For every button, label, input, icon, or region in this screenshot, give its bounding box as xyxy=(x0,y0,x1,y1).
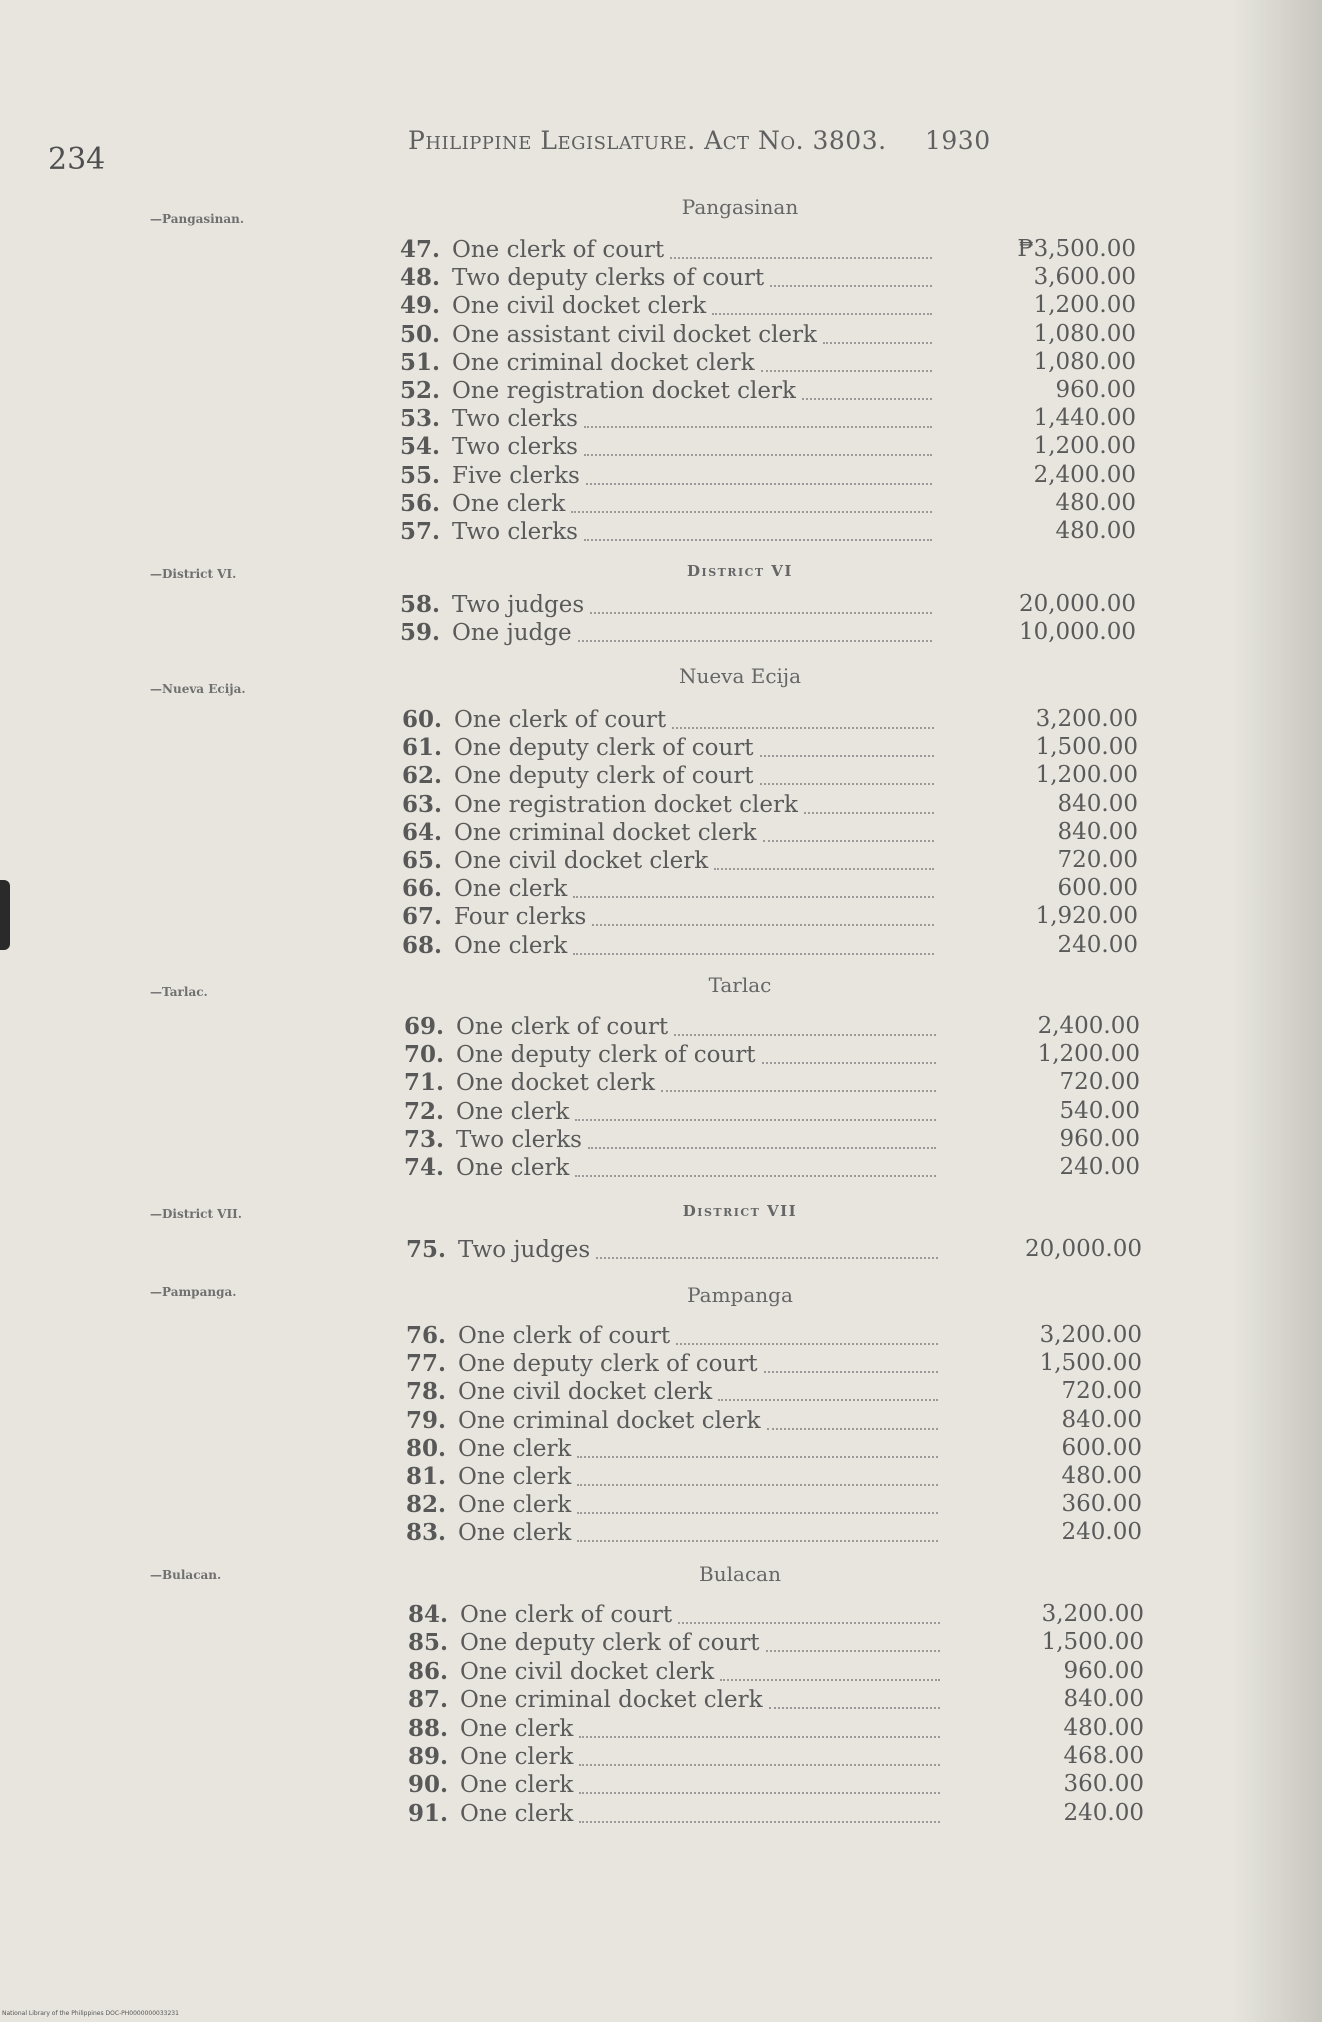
item-number: 48. xyxy=(400,264,441,291)
dot-leader xyxy=(579,1821,940,1823)
item-description: One civil docket clerk xyxy=(452,293,707,319)
item-amount: 960.00 xyxy=(1055,377,1136,403)
item-amount: 540.00 xyxy=(1059,1098,1140,1124)
line-item xyxy=(400,462,938,490)
item-amount: 1,200.00 xyxy=(1033,292,1136,318)
item-description: One clerk xyxy=(456,1099,570,1125)
item-description: One deputy clerk of court xyxy=(456,1042,756,1068)
item-number: 52. xyxy=(400,377,441,404)
item-description: One criminal docket clerk xyxy=(458,1408,761,1434)
province-heading: Nueva Ecija xyxy=(678,664,802,688)
item-number: 91. xyxy=(408,1800,449,1827)
item-number: 57. xyxy=(400,518,441,545)
item-description: One docket clerk xyxy=(456,1070,655,1096)
dot-leader xyxy=(573,896,934,898)
item-amount: 3,600.00 xyxy=(1033,264,1136,290)
line-item xyxy=(400,292,938,320)
item-description: One civil docket clerk xyxy=(460,1659,715,1685)
dot-leader xyxy=(577,1540,938,1542)
running-head-act: Act No. 3803. xyxy=(704,126,887,155)
item-number: 88. xyxy=(408,1715,449,1742)
item-amount: 2,400.00 xyxy=(1037,1013,1140,1039)
line-item xyxy=(404,1041,942,1069)
dot-leader xyxy=(670,257,932,259)
item-amount: 840.00 xyxy=(1061,1407,1142,1433)
item-number: 65. xyxy=(402,847,443,874)
dot-leader xyxy=(586,483,932,485)
item-number: 63. xyxy=(402,791,443,818)
item-amount: 1,920.00 xyxy=(1035,903,1138,929)
item-description: One deputy clerk of court xyxy=(460,1630,760,1656)
dot-leader xyxy=(588,1147,936,1149)
dot-leader xyxy=(575,1119,936,1121)
page-shadow xyxy=(1232,0,1322,2022)
item-description: One clerk xyxy=(460,1716,574,1742)
dot-leader xyxy=(577,1456,938,1458)
dot-leader xyxy=(584,454,932,456)
dot-leader xyxy=(763,840,934,842)
item-description: Two deputy clerks of court xyxy=(452,265,765,291)
item-number: 77. xyxy=(406,1350,447,1377)
line-item xyxy=(400,377,938,405)
line-item xyxy=(404,1069,942,1097)
dot-leader xyxy=(590,612,932,614)
line-item xyxy=(402,847,940,875)
item-amount: 480.00 xyxy=(1063,1715,1144,1741)
item-number: 83. xyxy=(406,1519,447,1546)
dot-leader xyxy=(592,924,934,926)
dot-leader xyxy=(762,1062,936,1064)
item-description: One clerk of court xyxy=(456,1014,669,1040)
item-amount: 720.00 xyxy=(1061,1378,1142,1404)
dot-leader xyxy=(760,755,934,757)
item-description: One clerk xyxy=(460,1772,574,1798)
item-description: One clerk xyxy=(458,1464,572,1490)
margin-note: —Pampanga. xyxy=(150,1285,237,1299)
line-item xyxy=(400,591,938,619)
item-amount: 480.00 xyxy=(1061,1463,1142,1489)
item-description: One clerk xyxy=(454,876,568,902)
item-description: One clerk of court xyxy=(454,707,667,733)
page-number: 234 xyxy=(48,142,106,177)
running-head-title: Philippine Legislature. xyxy=(408,126,696,155)
item-number: 50. xyxy=(400,321,441,348)
item-number: 60. xyxy=(402,706,443,733)
item-description: Two judges xyxy=(452,592,585,618)
dot-leader xyxy=(676,1343,938,1345)
line-item xyxy=(402,734,940,762)
line-item xyxy=(408,1629,946,1657)
dot-leader xyxy=(714,868,934,870)
line-item xyxy=(406,1519,944,1547)
line-item xyxy=(406,1407,944,1435)
item-description: One clerk xyxy=(456,1155,570,1181)
item-amount: 1,200.00 xyxy=(1037,1041,1140,1067)
line-item xyxy=(400,405,938,433)
dot-leader xyxy=(575,1175,936,1177)
line-item xyxy=(402,875,940,903)
dot-leader xyxy=(579,1736,940,1738)
item-amount: 3,200.00 xyxy=(1035,706,1138,732)
item-amount: 240.00 xyxy=(1061,1519,1142,1545)
line-item xyxy=(408,1743,946,1771)
district-heading: District VI xyxy=(687,562,793,580)
dot-leader xyxy=(578,640,932,642)
line-item xyxy=(400,433,938,461)
line-item xyxy=(408,1715,946,1743)
dot-leader xyxy=(712,313,932,315)
dot-leader xyxy=(761,370,932,372)
dot-leader xyxy=(584,539,932,541)
item-number: 70. xyxy=(404,1041,445,1068)
item-number: 66. xyxy=(402,875,443,902)
item-description: One assistant civil docket clerk xyxy=(452,322,817,348)
item-amount: 1,500.00 xyxy=(1035,734,1138,760)
line-item xyxy=(408,1686,946,1714)
province-heading: Pangasinan xyxy=(681,195,799,219)
item-amount: 240.00 xyxy=(1059,1154,1140,1180)
item-number: 56. xyxy=(400,490,441,517)
line-item xyxy=(400,236,938,264)
item-number: 62. xyxy=(402,762,443,789)
item-number: 54. xyxy=(400,433,441,460)
item-description: One registration docket clerk xyxy=(454,792,798,818)
item-number: 58. xyxy=(400,591,441,618)
item-number: 85. xyxy=(408,1629,449,1656)
item-amount: 240.00 xyxy=(1063,1800,1144,1826)
dot-leader xyxy=(804,812,934,814)
item-amount: 960.00 xyxy=(1059,1126,1140,1152)
margin-note: —Tarlac. xyxy=(150,985,208,999)
line-item xyxy=(408,1601,946,1629)
item-number: 80. xyxy=(406,1435,447,1462)
item-number: 82. xyxy=(406,1491,447,1518)
item-description: One civil docket clerk xyxy=(458,1379,713,1405)
item-amount: 240.00 xyxy=(1057,932,1138,958)
item-number: 64. xyxy=(402,819,443,846)
running-head xyxy=(408,126,991,155)
item-amount: 1,200.00 xyxy=(1035,762,1138,788)
item-amount: 600.00 xyxy=(1057,875,1138,901)
item-number: 69. xyxy=(404,1013,445,1040)
line-item xyxy=(404,1013,942,1041)
item-number: 81. xyxy=(406,1463,447,1490)
running-head-year: 1930 xyxy=(925,126,991,155)
item-number: 49. xyxy=(400,292,441,319)
item-number: 55. xyxy=(400,462,441,489)
item-description: Two clerks xyxy=(452,434,578,460)
margin-note: —Pangasinan. xyxy=(150,212,245,226)
line-item xyxy=(402,932,940,960)
line-item xyxy=(400,349,938,377)
item-description: One clerk of court xyxy=(458,1323,671,1349)
item-description: One registration docket clerk xyxy=(452,378,796,404)
item-number: 87. xyxy=(408,1686,449,1713)
line-item xyxy=(406,1236,944,1264)
item-amount: 3,200.00 xyxy=(1039,1322,1142,1348)
line-item xyxy=(400,321,938,349)
dot-leader xyxy=(579,1764,940,1766)
line-item xyxy=(408,1658,946,1686)
item-number: 76. xyxy=(406,1322,447,1349)
item-amount: 468.00 xyxy=(1063,1743,1144,1769)
item-description: One clerk xyxy=(458,1492,572,1518)
line-item xyxy=(404,1154,942,1182)
line-item xyxy=(402,819,940,847)
item-amount: 360.00 xyxy=(1061,1491,1142,1517)
dot-leader xyxy=(823,342,932,344)
line-item xyxy=(408,1771,946,1799)
dot-leader xyxy=(718,1399,938,1401)
margin-note: —District VII. xyxy=(150,1207,242,1221)
item-number: 68. xyxy=(402,932,443,959)
line-item xyxy=(406,1350,944,1378)
line-item xyxy=(406,1435,944,1463)
item-description: Two judges xyxy=(458,1237,591,1263)
item-description: One clerk xyxy=(458,1520,572,1546)
item-number: 75. xyxy=(406,1236,447,1263)
line-item xyxy=(402,706,940,734)
dot-leader xyxy=(571,511,932,513)
dot-leader xyxy=(678,1622,940,1624)
item-number: 86. xyxy=(408,1658,449,1685)
page-binding-edge xyxy=(0,880,10,950)
province-heading: Tarlac xyxy=(708,973,772,997)
item-number: 53. xyxy=(400,405,441,432)
item-number: 47. xyxy=(400,236,441,263)
item-amount: 10,000.00 xyxy=(1018,619,1136,645)
district-heading: District VII xyxy=(682,1202,798,1220)
item-description: Two clerks xyxy=(452,406,578,432)
item-description: One clerk xyxy=(460,1801,574,1827)
item-description: One civil docket clerk xyxy=(454,848,709,874)
item-description: Five clerks xyxy=(452,463,580,489)
dot-leader xyxy=(573,953,934,955)
item-number: 73. xyxy=(404,1126,445,1153)
dot-leader xyxy=(769,1707,940,1709)
line-item xyxy=(404,1126,942,1154)
item-amount: 1,200.00 xyxy=(1033,433,1136,459)
dot-leader xyxy=(596,1257,938,1259)
item-amount: 2,400.00 xyxy=(1033,462,1136,488)
line-item xyxy=(406,1491,944,1519)
dot-leader xyxy=(579,1792,940,1794)
item-description: Two clerks xyxy=(452,519,578,545)
item-amount: 480.00 xyxy=(1055,518,1136,544)
margin-note: —Bulacan. xyxy=(150,1568,222,1582)
dot-leader xyxy=(767,1428,938,1430)
scan-credit: National Library of the Philippines DOC-PH0000000033231 xyxy=(2,2010,179,2017)
item-description: Two clerks xyxy=(456,1127,582,1153)
item-description: One clerk of court xyxy=(452,237,665,263)
dot-leader xyxy=(766,1650,940,1652)
line-item xyxy=(402,791,940,819)
line-item xyxy=(400,619,938,647)
item-description: One criminal docket clerk xyxy=(454,820,757,846)
item-description: One criminal docket clerk xyxy=(460,1687,763,1713)
item-number: 79. xyxy=(406,1407,447,1434)
item-description: One deputy clerk of court xyxy=(458,1351,758,1377)
dot-leader xyxy=(672,727,934,729)
item-amount: 480.00 xyxy=(1055,490,1136,516)
margin-note: —Nueva Ecija. xyxy=(150,682,246,696)
item-description: One clerk xyxy=(460,1744,574,1770)
dot-leader xyxy=(764,1371,938,1373)
item-number: 74. xyxy=(404,1154,445,1181)
line-item xyxy=(400,518,938,546)
item-amount: 1,440.00 xyxy=(1033,405,1136,431)
item-amount: 1,080.00 xyxy=(1033,321,1136,347)
dot-leader xyxy=(674,1034,936,1036)
item-number: 51. xyxy=(400,349,441,376)
item-amount: 840.00 xyxy=(1063,1686,1144,1712)
province-heading: Pampanga xyxy=(687,1283,793,1307)
item-description: One clerk xyxy=(452,491,566,517)
province-heading: Bulacan xyxy=(699,1562,781,1586)
line-item xyxy=(400,490,938,518)
item-number: 90. xyxy=(408,1771,449,1798)
item-description: One deputy clerk of court xyxy=(454,763,754,789)
line-item xyxy=(402,762,940,790)
item-number: 84. xyxy=(408,1601,449,1628)
item-number: 61. xyxy=(402,734,443,761)
item-amount: 600.00 xyxy=(1061,1435,1142,1461)
dot-leader xyxy=(577,1512,938,1514)
item-description: One clerk of court xyxy=(460,1602,673,1628)
line-item xyxy=(404,1098,942,1126)
item-amount: 960.00 xyxy=(1063,1658,1144,1684)
item-amount: 20,000.00 xyxy=(1024,1236,1142,1262)
line-item xyxy=(400,264,938,292)
item-description: One judge xyxy=(452,620,572,646)
item-number: 67. xyxy=(402,903,443,930)
dot-leader xyxy=(802,398,932,400)
item-amount: 840.00 xyxy=(1057,791,1138,817)
item-amount: 720.00 xyxy=(1057,847,1138,873)
dot-leader xyxy=(760,783,934,785)
line-item xyxy=(406,1463,944,1491)
item-description: One deputy clerk of court xyxy=(454,735,754,761)
item-number: 59. xyxy=(400,619,441,646)
dot-leader xyxy=(661,1090,936,1092)
dot-leader xyxy=(720,1679,940,1681)
item-amount: 720.00 xyxy=(1059,1069,1140,1095)
item-amount: ₱3,500.00 xyxy=(1017,236,1136,262)
dot-leader xyxy=(577,1484,938,1486)
dot-leader xyxy=(770,285,932,287)
item-amount: 360.00 xyxy=(1063,1771,1144,1797)
item-description: One clerk xyxy=(458,1436,572,1462)
margin-note: —District VI. xyxy=(150,567,237,581)
item-amount: 1,500.00 xyxy=(1041,1629,1144,1655)
item-amount: 3,200.00 xyxy=(1041,1601,1144,1627)
line-item xyxy=(406,1322,944,1350)
item-amount: 1,080.00 xyxy=(1033,349,1136,375)
item-number: 71. xyxy=(404,1069,445,1096)
item-amount: 1,500.00 xyxy=(1039,1350,1142,1376)
item-amount: 20,000.00 xyxy=(1018,591,1136,617)
item-description: One clerk xyxy=(454,933,568,959)
dot-leader xyxy=(584,426,932,428)
item-number: 72. xyxy=(404,1098,445,1125)
line-item xyxy=(406,1378,944,1406)
item-description: One criminal docket clerk xyxy=(452,350,755,376)
item-amount: 840.00 xyxy=(1057,819,1138,845)
line-item xyxy=(408,1800,946,1828)
item-number: 78. xyxy=(406,1378,447,1405)
item-description: Four clerks xyxy=(454,904,587,930)
line-item xyxy=(402,903,940,931)
item-number: 89. xyxy=(408,1743,449,1770)
